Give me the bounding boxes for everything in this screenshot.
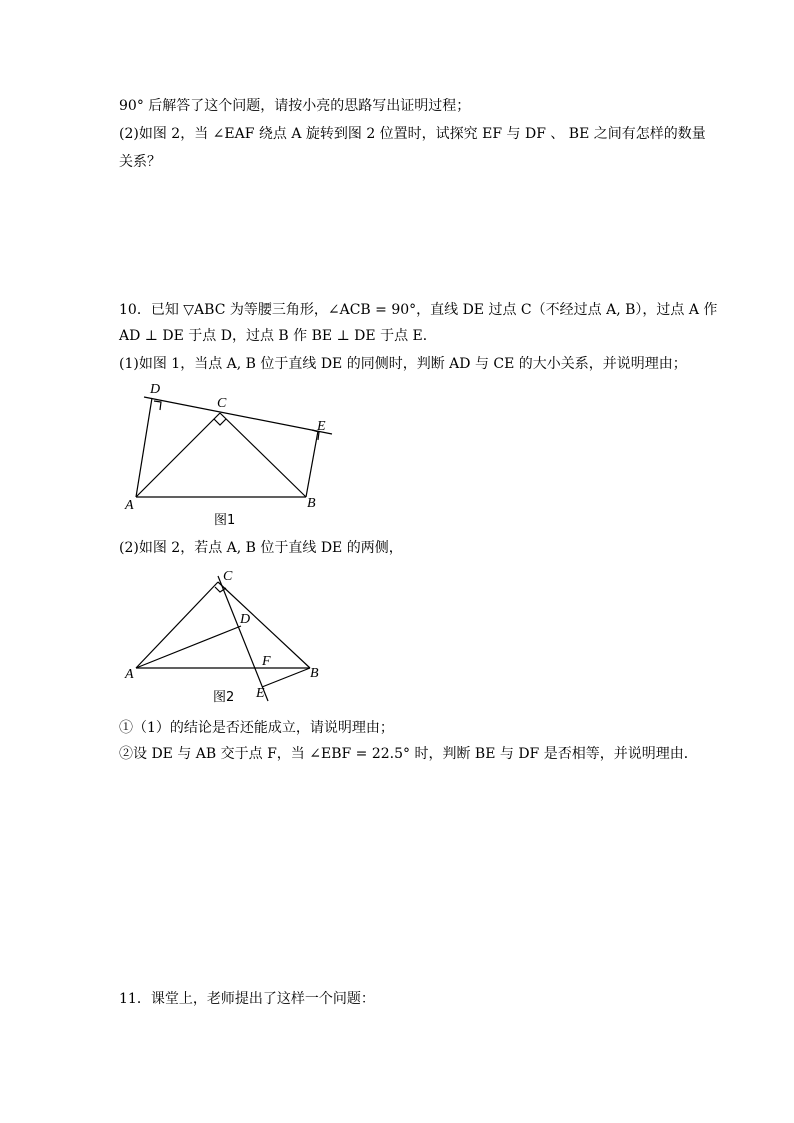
label-b: B [307, 496, 316, 511]
label-e: E [317, 419, 326, 434]
question-10-stem-cont: AD ⊥ DE 于点 D，过点 B 作 BE ⊥ DE 于点 E． [119, 328, 437, 344]
question-11-stem: 11．课堂上，老师提出了这样一个问题： [119, 991, 375, 1007]
label-a: A [125, 667, 134, 682]
segment-be [262, 668, 310, 687]
label-a: A [125, 498, 134, 513]
question-part-2-cont: 关系？ [119, 154, 161, 170]
label-c: C [223, 569, 233, 584]
question-10-sub-2: ②设 DE 与 AB 交于点 F，当 ∠EBF = 22.5° 时，判断 BE 与 DF 是否相等，并说明理由． [119, 746, 698, 762]
text-line-continuation: 90° 后解答了这个问题，请按小亮的思路写出证明过程； [119, 98, 471, 114]
question-10-stem: 10．已知 ▽ABC 为等腰三角形，∠ACB = 90°，直线 DE 过点 C（不经过点 A, B），过点 A 作 [119, 302, 718, 318]
label-d: D [240, 612, 251, 627]
label-f: F [262, 654, 271, 669]
figure-1-caption: 图1 [214, 513, 236, 528]
label-c: C [217, 396, 227, 411]
segment-ac [136, 582, 218, 668]
label-d: D [150, 382, 161, 397]
label-e: E [256, 686, 265, 701]
question-10-part-1: (1)如图 1，当点 A, B 位于直线 DE 的同侧时，判断 AD 与 CE 的大小关系，并说明理由； [119, 356, 687, 372]
question-10-part-2: (2)如图 2，若点 A, B 位于直线 DE 的两侧， [119, 540, 403, 556]
segment-ad [136, 626, 241, 668]
question-part-2: (2)如图 2，当 ∠EAF 绕点 A 旋转到图 2 位置时，试探究 EF 与 DF 、 BE 之间有怎样的数量 [119, 126, 706, 142]
line-de [218, 576, 268, 701]
label-b: B [310, 666, 319, 681]
figure-2-caption: 图2 [213, 690, 235, 705]
question-10-sub-1: ①（1）的结论是否还能成立，请说明理由； [119, 720, 394, 736]
